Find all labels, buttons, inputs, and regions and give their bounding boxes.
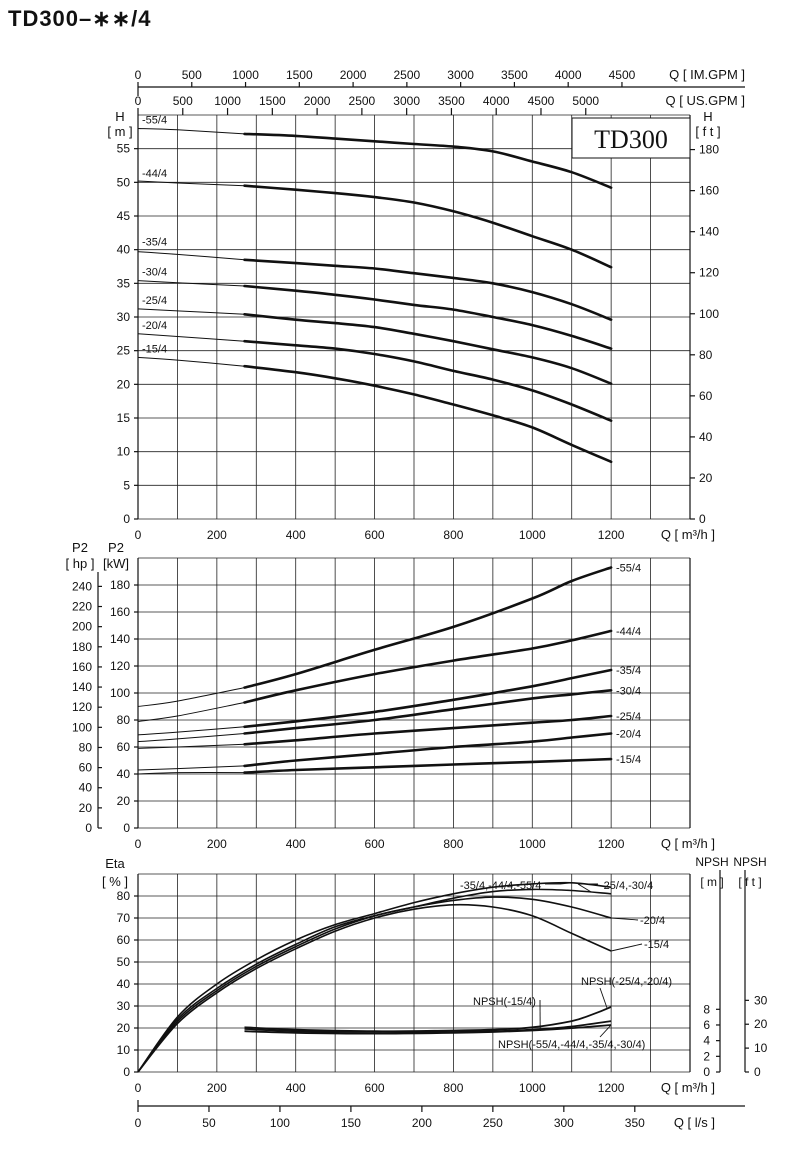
head-left-h-label: H — [115, 109, 125, 124]
power-curve-44-4-thin — [138, 703, 245, 722]
power-kw-label: P2 — [108, 540, 124, 555]
us-gpm-tick-label: 3500 — [438, 94, 465, 108]
power-series-label: -20/4 — [616, 728, 642, 741]
power-hp-tick-label: 240 — [71, 579, 92, 594]
power-series-label: -35/4 — [616, 665, 642, 678]
npsh-label-c: NPSH(-55/4,-44/4,-35/4,-30/4) — [498, 1039, 646, 1051]
npsh-ft-tick-label: 30 — [754, 993, 768, 1008]
power-kw-tick-label: 20 — [116, 794, 130, 808]
head-ft-tick-label: 40 — [699, 429, 713, 444]
power-kw-unit-label: [kW] — [103, 556, 129, 571]
head-left-unit-label: [ m ] — [107, 124, 133, 139]
head-curve-44-4-thin — [138, 181, 245, 186]
us-gpm-axis-label: Q [ US.GPM ] — [665, 93, 745, 108]
npsh-ft-tick-label: 10 — [754, 1041, 768, 1056]
us-gpm-tick-label: 500 — [172, 94, 193, 108]
ls-tick-label: 50 — [202, 1116, 216, 1130]
power-curve-55-4 — [245, 568, 612, 688]
npsh-m-unit-label: [ m ] — [700, 875, 724, 889]
power-hp-tick-label: 100 — [71, 720, 92, 735]
head-x-tick-label: 600 — [364, 528, 385, 542]
npsh-m-label: NPSH — [695, 855, 729, 869]
power-hp-tick-label: 20 — [78, 800, 92, 815]
head-curve-55-4-thin — [138, 129, 245, 134]
us-gpm-tick-label: 2000 — [303, 94, 331, 108]
power-hp-tick-label: 0 — [85, 821, 92, 835]
power-hp-tick-label: 180 — [71, 639, 92, 654]
power-x-tick-label: 400 — [285, 837, 306, 851]
npsh-ft-unit-label: [ f t ] — [738, 875, 762, 889]
eff-tick-label: 0 — [123, 1065, 130, 1079]
head-curve-35-4 — [245, 260, 612, 320]
power-curve-20-4-thin — [138, 766, 245, 770]
head-series-label: -20/4 — [142, 319, 168, 332]
power-x-tick-label: 1200 — [597, 837, 625, 851]
power-curve-35-4-thin — [138, 727, 245, 735]
power-hp-tick-label: 140 — [71, 680, 92, 695]
us-gpm-tick-label: 0 — [134, 94, 142, 108]
eff-x-tick-label: 0 — [134, 1081, 142, 1095]
head-series-label: -15/4 — [142, 343, 168, 356]
eff-tick-label: 40 — [116, 977, 130, 991]
im-gpm-tick-label: 4000 — [554, 68, 582, 82]
power-curve-30-4 — [245, 690, 612, 733]
head-m-tick-label: 35 — [116, 276, 130, 291]
eff-x-axis-label: Q [ m³/h ] — [660, 1080, 715, 1095]
head-curve-25-4-thin — [138, 309, 245, 314]
head-curve-15-4 — [245, 366, 612, 462]
us-gpm-tick-label: 1500 — [258, 94, 286, 108]
us-gpm-tick-label: 3000 — [393, 94, 421, 108]
power-kw-tick-label: 0 — [123, 821, 130, 835]
eff-x-tick-label: 1200 — [597, 1081, 625, 1095]
eta-label-c: -20/4 — [640, 915, 666, 927]
us-gpm-tick-label: 2500 — [348, 94, 376, 108]
head-m-tick-label: 50 — [116, 175, 130, 190]
power-curve-30-4-thin — [138, 734, 245, 742]
im-gpm-tick-label: 1500 — [285, 68, 313, 82]
head-ft-tick-label: 0 — [699, 512, 706, 526]
npsh-m-tick-label: 0 — [703, 1065, 710, 1079]
head-curve-20-4 — [245, 341, 612, 421]
head-ft-tick-label: 160 — [699, 183, 720, 198]
npsh-label-b: NPSH(-15/4) — [473, 996, 536, 1008]
eff-tick-label: 80 — [116, 889, 130, 903]
im-gpm-tick-label: 2000 — [339, 68, 367, 82]
eff-x-tick-label: 800 — [443, 1081, 464, 1095]
eff-x-tick-label: 400 — [285, 1081, 306, 1095]
power-hp-tick-label: 80 — [78, 740, 92, 755]
eff-unit-label: [ % ] — [101, 874, 129, 889]
im-gpm-tick-label: 0 — [134, 68, 142, 82]
power-curve-55-4-thin — [138, 688, 245, 707]
head-curve-15-4-thin — [138, 357, 245, 366]
head-x-tick-label: 200 — [206, 528, 227, 542]
npsh-m-tick-label: 2 — [703, 1049, 710, 1064]
head-m-tick-label: 20 — [116, 377, 130, 392]
im-gpm-axis-label: Q [ IM.GPM ] — [669, 67, 745, 82]
eta-leader-d — [611, 944, 642, 951]
eff-tick-label: 50 — [116, 955, 130, 969]
eff-tick-label: 70 — [116, 911, 130, 925]
us-gpm-tick-label: 4500 — [527, 94, 555, 108]
head-series-label: -44/4 — [142, 167, 168, 180]
eff-x-tick-label: 1000 — [518, 1081, 546, 1095]
ls-tick-label: 200 — [411, 1116, 432, 1130]
head-ft-tick-label: 140 — [699, 224, 720, 239]
us-gpm-tick-label: 5000 — [572, 94, 600, 108]
ls-tick-label: 300 — [553, 1116, 574, 1130]
head-m-tick-label: 15 — [116, 411, 130, 425]
power-curve-35-4 — [245, 670, 612, 727]
ls-tick-label: 350 — [624, 1116, 645, 1130]
head-ft-tick-label: 180 — [699, 142, 720, 157]
head-m-tick-label: 0 — [123, 512, 130, 526]
power-kw-tick-label: 40 — [116, 767, 130, 781]
head-x-axis-label: Q [ m³/h ] — [660, 527, 715, 542]
ls-tick-label: 150 — [340, 1116, 361, 1130]
power-series-label: -15/4 — [616, 754, 642, 767]
head-x-tick-label: 0 — [134, 528, 142, 542]
power-series-label: -44/4 — [616, 625, 642, 638]
power-x-tick-label: 600 — [364, 837, 385, 851]
head-series-label: -25/4 — [142, 294, 168, 307]
head-m-tick-label: 45 — [116, 209, 130, 223]
head-x-tick-label: 800 — [443, 528, 464, 542]
npsh-ft-label: NPSH — [733, 855, 767, 869]
power-kw-tick-label: 80 — [116, 713, 130, 727]
head-m-tick-label: 25 — [116, 343, 130, 358]
npsh-m-tick-label: 8 — [703, 1002, 710, 1017]
power-x-tick-label: 800 — [443, 837, 464, 851]
us-gpm-tick-label: 4000 — [482, 94, 510, 108]
npsh-m-tick-label: 6 — [703, 1017, 710, 1032]
power-kw-tick-label: 100 — [109, 686, 130, 700]
head-m-tick-label: 40 — [116, 242, 130, 257]
eta-label-d: -15/4 — [644, 939, 670, 951]
eff-tick-label: 10 — [116, 1043, 130, 1057]
im-gpm-tick-label: 3000 — [447, 68, 474, 82]
head-curve-35-4-thin — [138, 252, 245, 260]
ls-tick-label: 250 — [482, 1116, 503, 1130]
npsh-ft-tick-label: 0 — [754, 1065, 761, 1079]
power-kw-tick-label: 160 — [109, 605, 130, 619]
power-kw-tick-label: 180 — [109, 578, 130, 592]
ls-axis-label: Q [ l/s ] — [673, 1115, 715, 1130]
power-hp-tick-label: 160 — [71, 659, 92, 674]
head-x-tick-label: 1200 — [597, 528, 625, 542]
power-hp-tick-label: 200 — [71, 619, 92, 634]
im-gpm-tick-label: 1000 — [232, 68, 259, 82]
power-x-tick-label: 1000 — [518, 837, 546, 851]
power-series-label: -55/4 — [616, 562, 642, 575]
head-m-tick-label: 10 — [116, 444, 130, 459]
head-curve-55-4 — [245, 134, 612, 188]
power-series-label: -25/4 — [616, 710, 642, 723]
model-box-label: TD300 — [594, 125, 668, 154]
im-gpm-tick-label: 2500 — [393, 68, 421, 82]
im-gpm-tick-label: 4500 — [608, 68, 636, 82]
head-x-tick-label: 1000 — [518, 528, 546, 542]
eff-tick-label: 30 — [116, 999, 130, 1013]
power-x-tick-label: 200 — [206, 837, 227, 851]
head-ft-tick-label: 20 — [699, 470, 713, 485]
head-series-label: -35/4 — [142, 236, 168, 249]
head-m-tick-label: 55 — [116, 141, 130, 156]
power-x-axis-label: Q [ m³/h ] — [660, 836, 715, 851]
power-curve-44-4 — [245, 631, 612, 703]
power-hp-tick-label: 220 — [71, 599, 92, 614]
head-m-tick-label: 30 — [116, 310, 130, 324]
power-hp-tick-label: 120 — [71, 700, 92, 715]
npsh-m-tick-label: 4 — [703, 1033, 710, 1048]
head-ft-tick-label: 120 — [699, 265, 720, 280]
head-right-unit-label: [ f t ] — [695, 124, 721, 139]
eff-x-tick-label: 600 — [364, 1081, 385, 1095]
ls-tick-label: 0 — [134, 1116, 142, 1130]
power-kw-tick-label: 120 — [109, 659, 130, 673]
head-right-h-label: H — [703, 109, 713, 124]
page-title: TD300–∗∗/4 — [8, 6, 152, 31]
head-series-label: -55/4 — [142, 114, 168, 127]
head-x-tick-label: 400 — [285, 528, 306, 542]
head-curve-20-4-thin — [138, 334, 245, 341]
eff-tick-label: 20 — [116, 1021, 130, 1035]
eff-tick-label: 60 — [116, 933, 130, 947]
im-gpm-tick-label: 500 — [181, 68, 202, 82]
ls-tick-label: 100 — [269, 1116, 290, 1130]
head-ft-tick-label: 100 — [699, 306, 720, 321]
us-gpm-tick-label: 1000 — [214, 94, 241, 108]
npsh-ft-tick-label: 20 — [754, 1017, 768, 1032]
head-series-label: -30/4 — [142, 266, 168, 279]
power-series-label: -30/4 — [616, 685, 642, 698]
head-ft-tick-label: 60 — [699, 388, 713, 403]
npsh-leader-c — [600, 1025, 611, 1037]
eta-label-a: -35/4,-44/4,-55/4 — [460, 880, 542, 892]
head-curve-44-4 — [245, 186, 612, 268]
npsh-label-a: NPSH(-25/4,-20/4) — [581, 976, 673, 988]
power-hp-label: P2 — [72, 540, 88, 555]
head-ft-tick-label: 80 — [699, 347, 713, 362]
eta-label-b: -25/4,-30/4 — [600, 880, 654, 892]
power-hp-tick-label: 60 — [78, 760, 92, 775]
eff-x-tick-label: 200 — [206, 1081, 227, 1095]
power-kw-tick-label: 60 — [116, 740, 130, 754]
head-m-tick-label: 5 — [123, 478, 130, 493]
power-kw-tick-label: 140 — [109, 632, 130, 646]
power-x-tick-label: 0 — [134, 837, 142, 851]
eff-label: Eta — [105, 856, 125, 871]
im-gpm-tick-label: 3500 — [501, 68, 528, 82]
npsh-leader-a — [600, 988, 607, 1009]
power-hp-tick-label: 40 — [78, 780, 92, 795]
power-hp-unit-label: [ hp ] — [65, 556, 95, 571]
power-curve-25-4-thin — [138, 744, 245, 748]
